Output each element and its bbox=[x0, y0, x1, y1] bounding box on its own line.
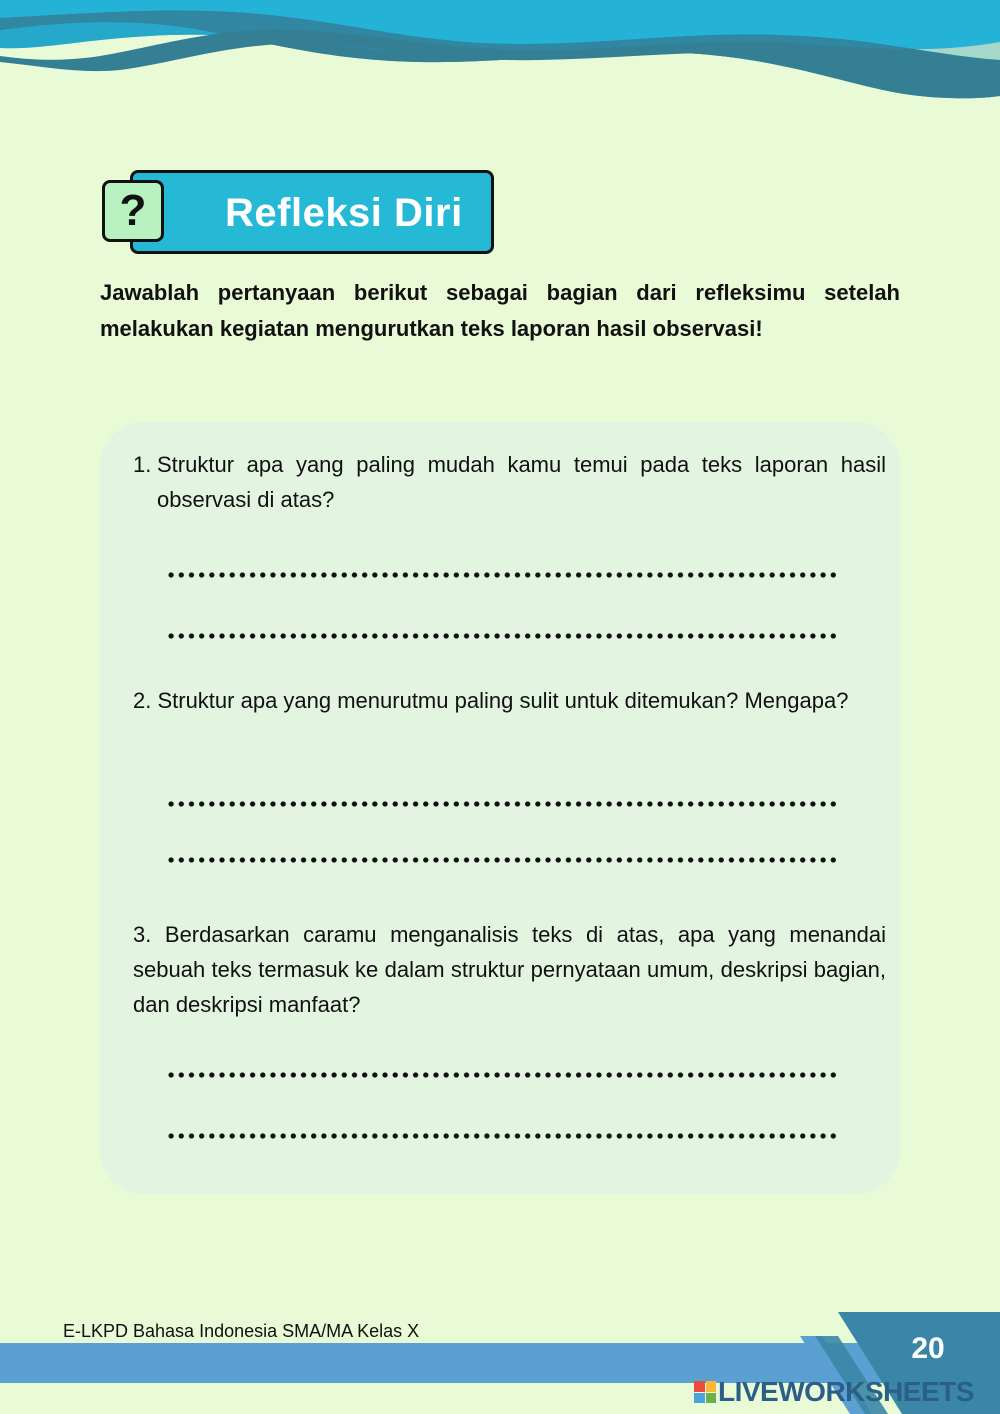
section-title-banner bbox=[100, 168, 500, 258]
liveworksheets-watermark bbox=[694, 1376, 974, 1408]
answer-line-2a[interactable] bbox=[166, 801, 838, 807]
watermark-text: LIVEWORKSHEETS bbox=[718, 1376, 974, 1407]
questions-card bbox=[100, 422, 900, 1194]
answer-line-1a[interactable] bbox=[166, 572, 838, 578]
question-3: 3. Berdasarkan caramu menganalisis teks di atas, apa yang menandai sebuah teks termasuk ke dalam struktur pernyataan umum, deskripsi bagian, dan deskripsi manfaat? bbox=[133, 922, 886, 1017]
answer-line-1b[interactable] bbox=[166, 633, 838, 639]
title-box bbox=[130, 170, 494, 254]
section-title: Refleksi Diri bbox=[225, 191, 463, 235]
answer-line-3a[interactable] bbox=[166, 1072, 838, 1078]
book-title: E-LKPD Bahasa Indonesia SMA/MA Kelas X bbox=[63, 1321, 420, 1341]
question-1-text: Struktur apa yang paling mudah kamu temui pada teks laporan hasil observasi di atas? bbox=[157, 452, 886, 512]
header-wave-decoration bbox=[0, 0, 1000, 110]
page-number: 20 bbox=[911, 1332, 945, 1365]
answer-line-2b[interactable] bbox=[166, 857, 838, 863]
question-1 bbox=[133, 447, 886, 517]
question-2: 2. Struktur apa yang menurutmu paling sulit untuk ditemukan? Mengapa? bbox=[133, 688, 849, 713]
instruction-text: Jawablah pertanyaan berikut sebagai bagian dari refleksimu setelah melakukan kegiatan mengurutkan teks laporan hasil observasi! bbox=[100, 280, 900, 341]
question-1-number: 1. bbox=[133, 452, 152, 477]
liveworksheets-logo-icon bbox=[694, 1381, 716, 1403]
answer-line-3b[interactable] bbox=[166, 1133, 838, 1139]
question-mark-icon: ? bbox=[102, 180, 164, 242]
